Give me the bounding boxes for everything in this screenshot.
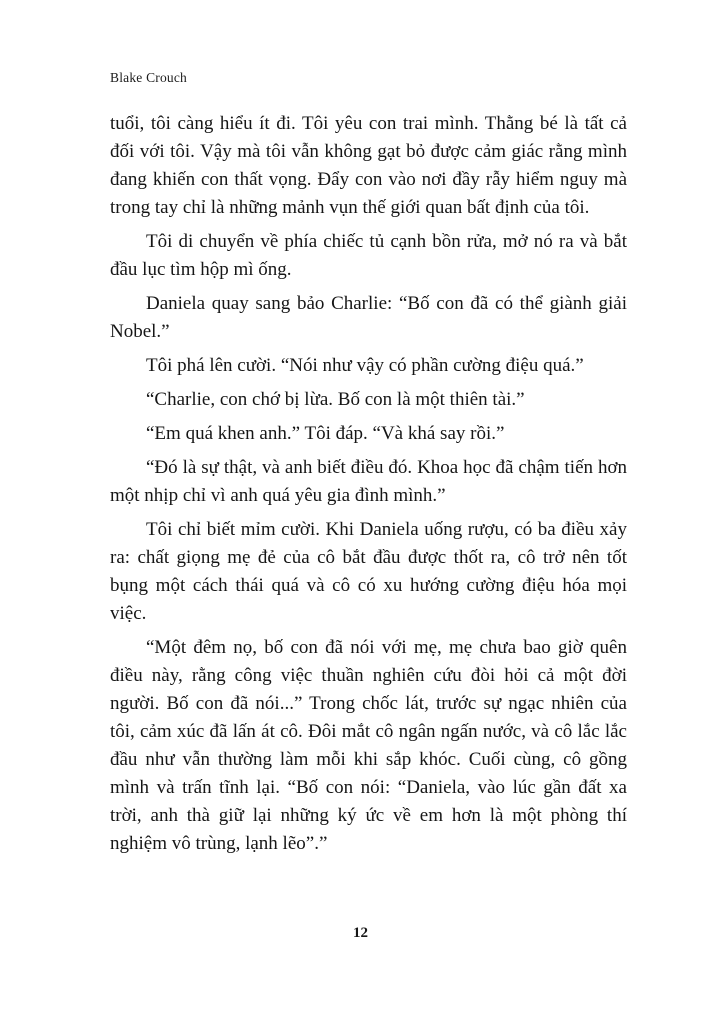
paragraph: “Một đêm nọ, bố con đã nói với mẹ, mẹ chưa bao giờ quên điều này, rằng công việc thuần nghiên cứu đòi hỏi cả một đời người. Bố con đã nói...” Trong chốc lát, trước sự ngạc nhiên của tôi, cảm xúc đã lấn át cô. Đôi mắt cô ngân ngấn nước, và cô lắc lắc đầu như vẫn thường làm mỗi khi sắp khóc. Cuối cùng, cô gồng mình và trấn tĩnh lại. “Bố con nói: “Daniela, vào lúc gần đất xa trời, anh thà giữ lại những ký ức về em hơn là một phòng thí nghiệm vô trùng, lạnh lẽo”.”	[110, 637, 627, 854]
paragraph: Tôi phá lên cười. “Nói như vậy có phần cường điệu quá.”	[146, 355, 584, 376]
paragraph: Daniela quay sang bảo Charlie: “Bố con đã có thể giành giải Nobel.”	[110, 293, 627, 342]
paragraph: Tôi chỉ biết mỉm cười. Khi Daniela uống rượu, có ba điều xảy ra: chất giọng mẹ đẻ của cô bắt đầu được thốt ra, cô trở nên tốt bụng một cách thái quá và cô có xu hướng cường điệu hóa mọi việc.	[110, 519, 627, 624]
paragraph: Tôi di chuyển về phía chiếc tủ cạnh bồn rửa, mở nó ra và bắt đầu lục tìm hộp mì ống.	[110, 231, 627, 280]
body-text	[110, 110, 627, 864]
paragraph: “Charlie, con chớ bị lừa. Bố con là một thiên tài.”	[146, 389, 525, 410]
page-number: 12	[353, 925, 368, 941]
running-header: Blake Crouch	[110, 70, 188, 85]
paragraph: “Em quá khen anh.” Tôi đáp. “Và khá say rồi.”	[146, 423, 505, 444]
paragraph: tuổi, tôi càng hiểu ít đi. Tôi yêu con trai mình. Thằng bé là tất cả đối với tôi. Vậy mà tôi vẫn không gạt bỏ được cảm giác rằng mình đang khiến con thất vọng. Đẩy con vào nơi đầy rẫy hiểm nguy mà trong tay chỉ là những mảnh vụn thế giới quan bất định của tôi.	[110, 113, 627, 218]
paragraph: “Đó là sự thật, và anh biết điều đó. Khoa học đã chậm tiến hơn một nhịp chỉ vì anh quá yêu gia đình mình.”	[110, 457, 627, 506]
